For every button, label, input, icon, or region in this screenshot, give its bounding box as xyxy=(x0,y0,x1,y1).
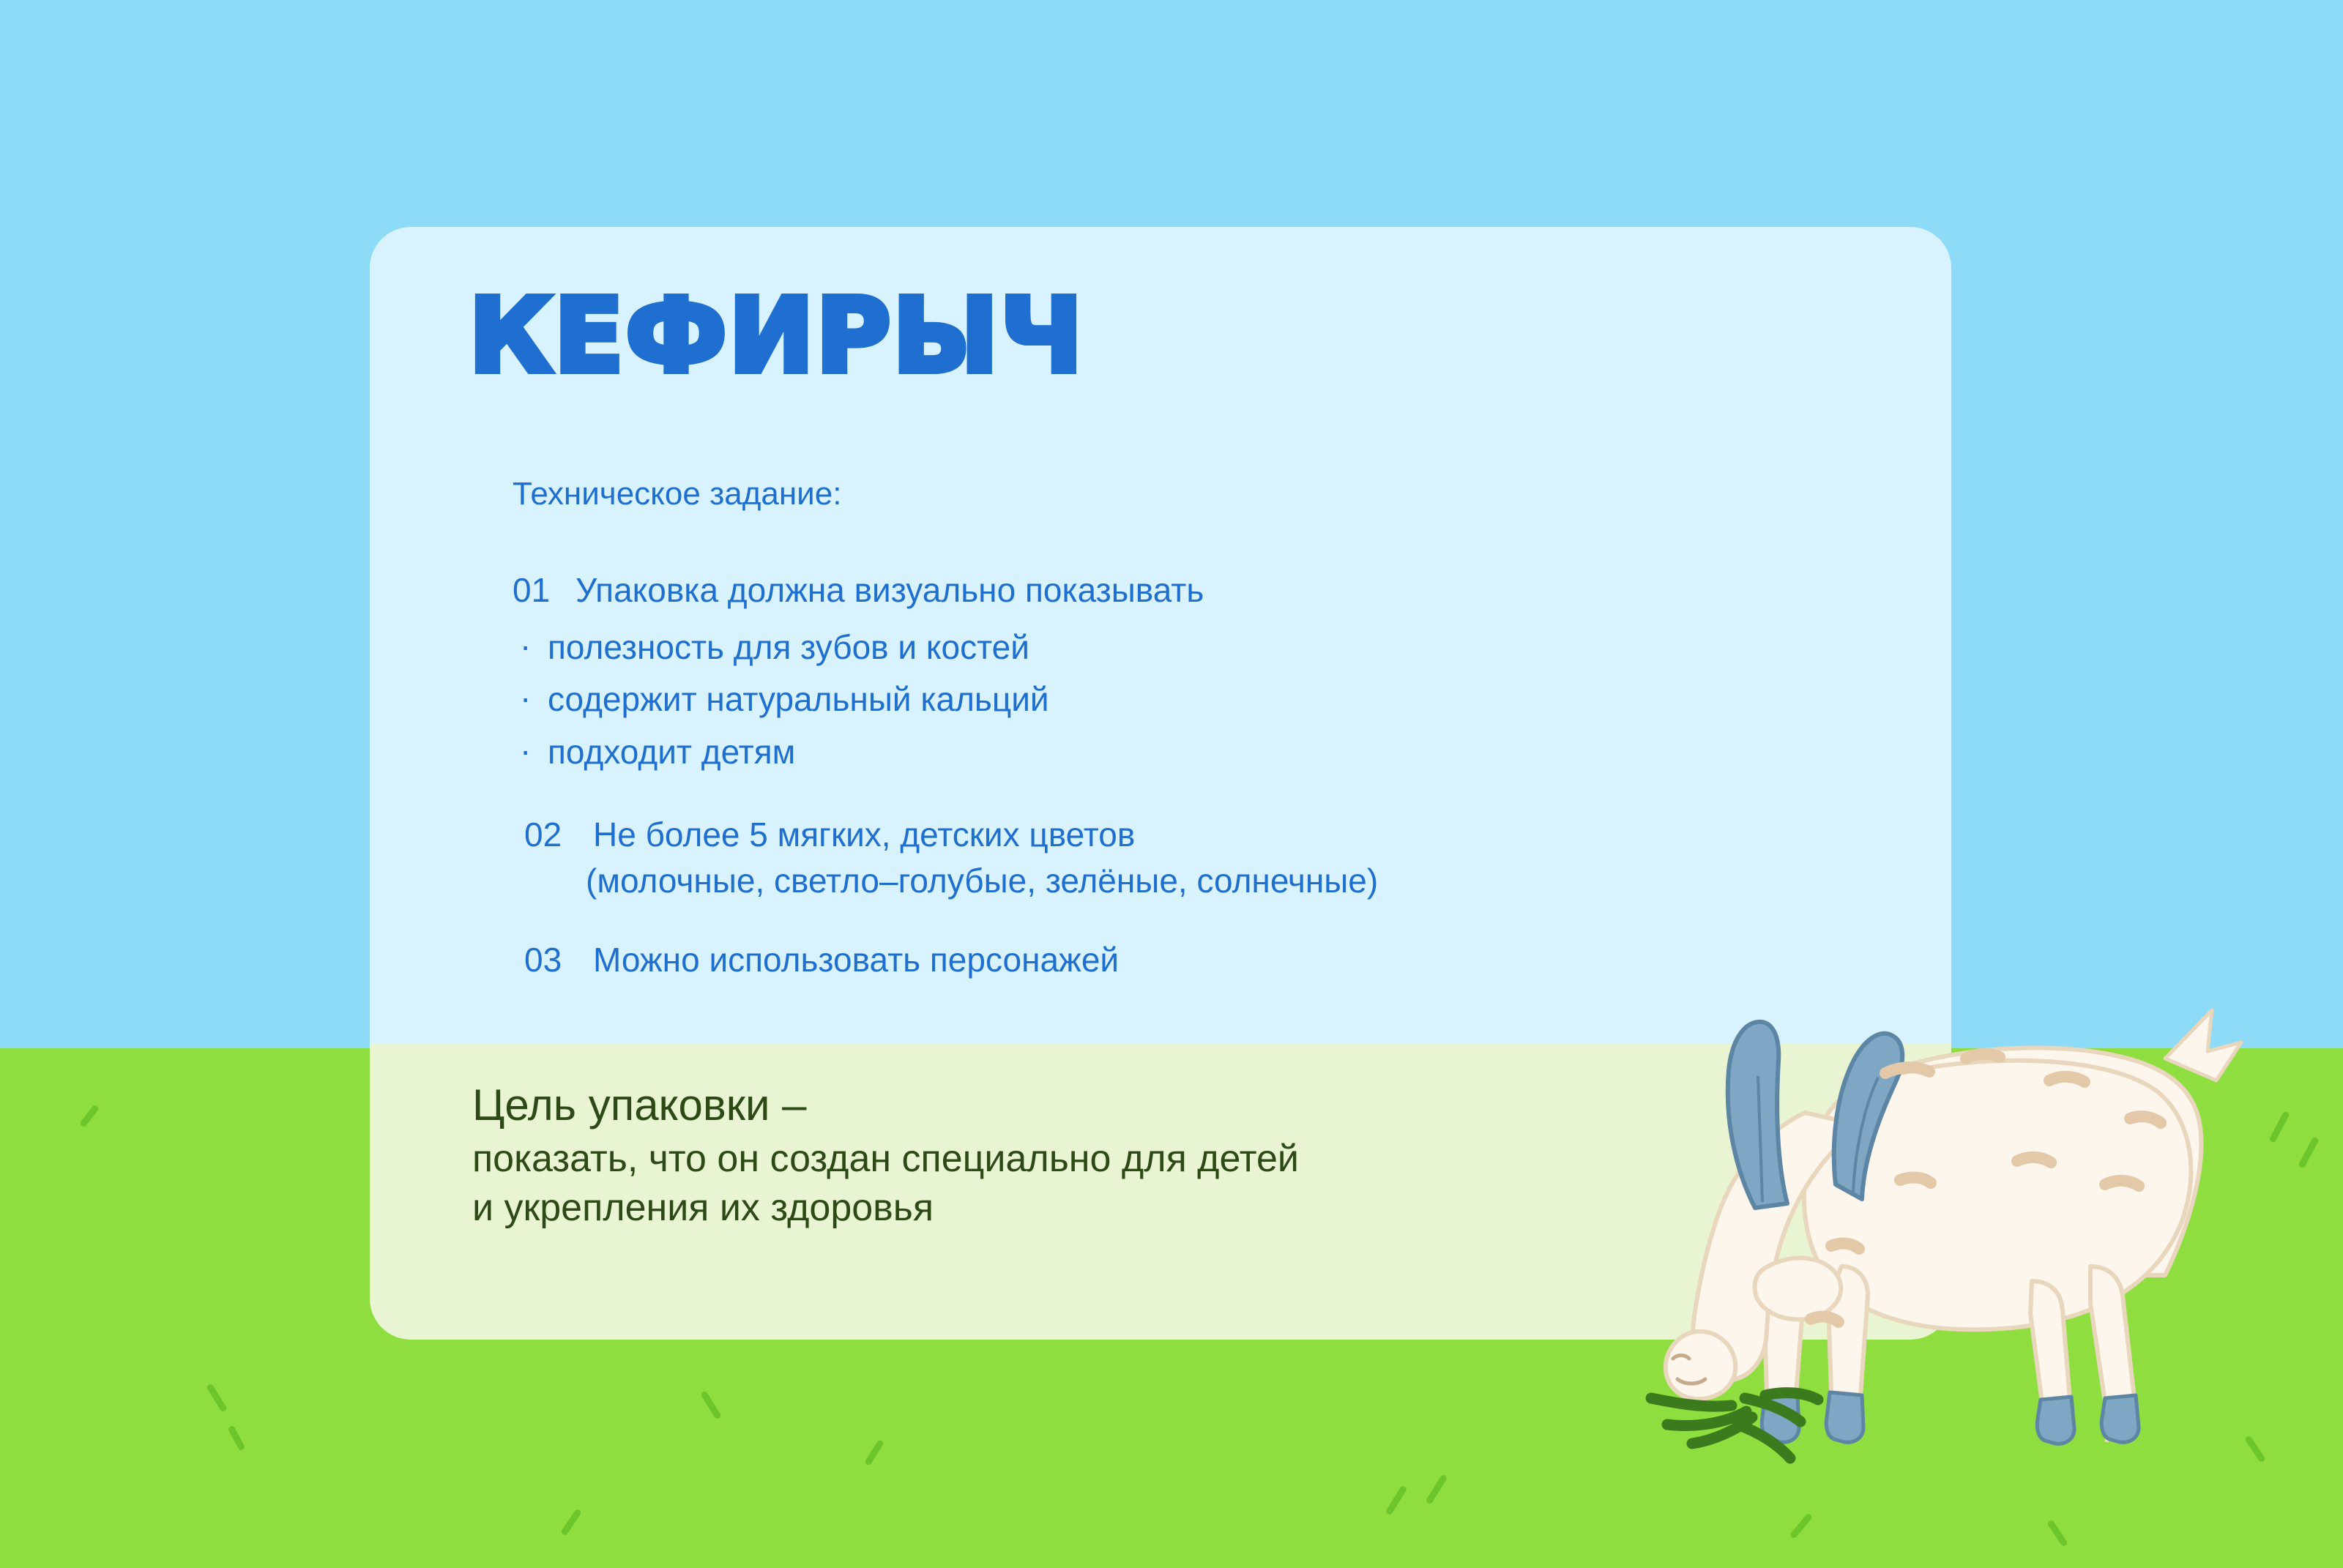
list-item xyxy=(513,621,1757,674)
spec-item-03 xyxy=(513,938,1757,982)
spec-item-text: Упаковка должна визуально показывать xyxy=(575,571,1204,609)
list-item-label: полезность для зубов и костей xyxy=(548,627,1029,666)
goat-grazing-illustration xyxy=(1622,988,2281,1545)
bullet-dot-icon: · xyxy=(520,731,532,770)
list-item xyxy=(513,673,1757,726)
spec-item-continuation: (молочные, светло–голубые, зелёные, солнечные) xyxy=(586,861,1379,900)
spec-item-number: 02 xyxy=(524,815,562,854)
spec-item-text: Не более 5 мягких, детских цветов xyxy=(593,815,1136,854)
spacer xyxy=(513,904,1757,938)
spacer xyxy=(513,779,1757,813)
bullet-dot-icon: · xyxy=(520,679,532,717)
spec-heading: Техническое задание: xyxy=(513,476,842,512)
bullet-dot-icon: · xyxy=(520,626,532,665)
spec-item-02 xyxy=(513,813,1757,857)
list-item-label: подходит детям xyxy=(548,733,796,772)
spec-item-number: 01 xyxy=(513,571,551,609)
goal-line-2: и укрепления их здоровья xyxy=(472,1186,934,1229)
spec-item-text: Можно использовать персонажей xyxy=(593,941,1120,979)
goal-block xyxy=(472,1080,1644,1232)
spec-sub-list xyxy=(513,621,1757,779)
list-item xyxy=(513,726,1757,779)
spec-item-number: 03 xyxy=(524,941,562,979)
goal-title: Цель упаковки – xyxy=(472,1080,807,1130)
goal-line-1: показать, что он создан специально для детей xyxy=(472,1138,1299,1180)
page-title: КЕФИРЫЧ xyxy=(469,277,1084,396)
spec-block xyxy=(513,476,1757,982)
spec-item-01 xyxy=(513,568,1757,613)
list-item-label: содержит натуральный кальций xyxy=(548,680,1049,719)
